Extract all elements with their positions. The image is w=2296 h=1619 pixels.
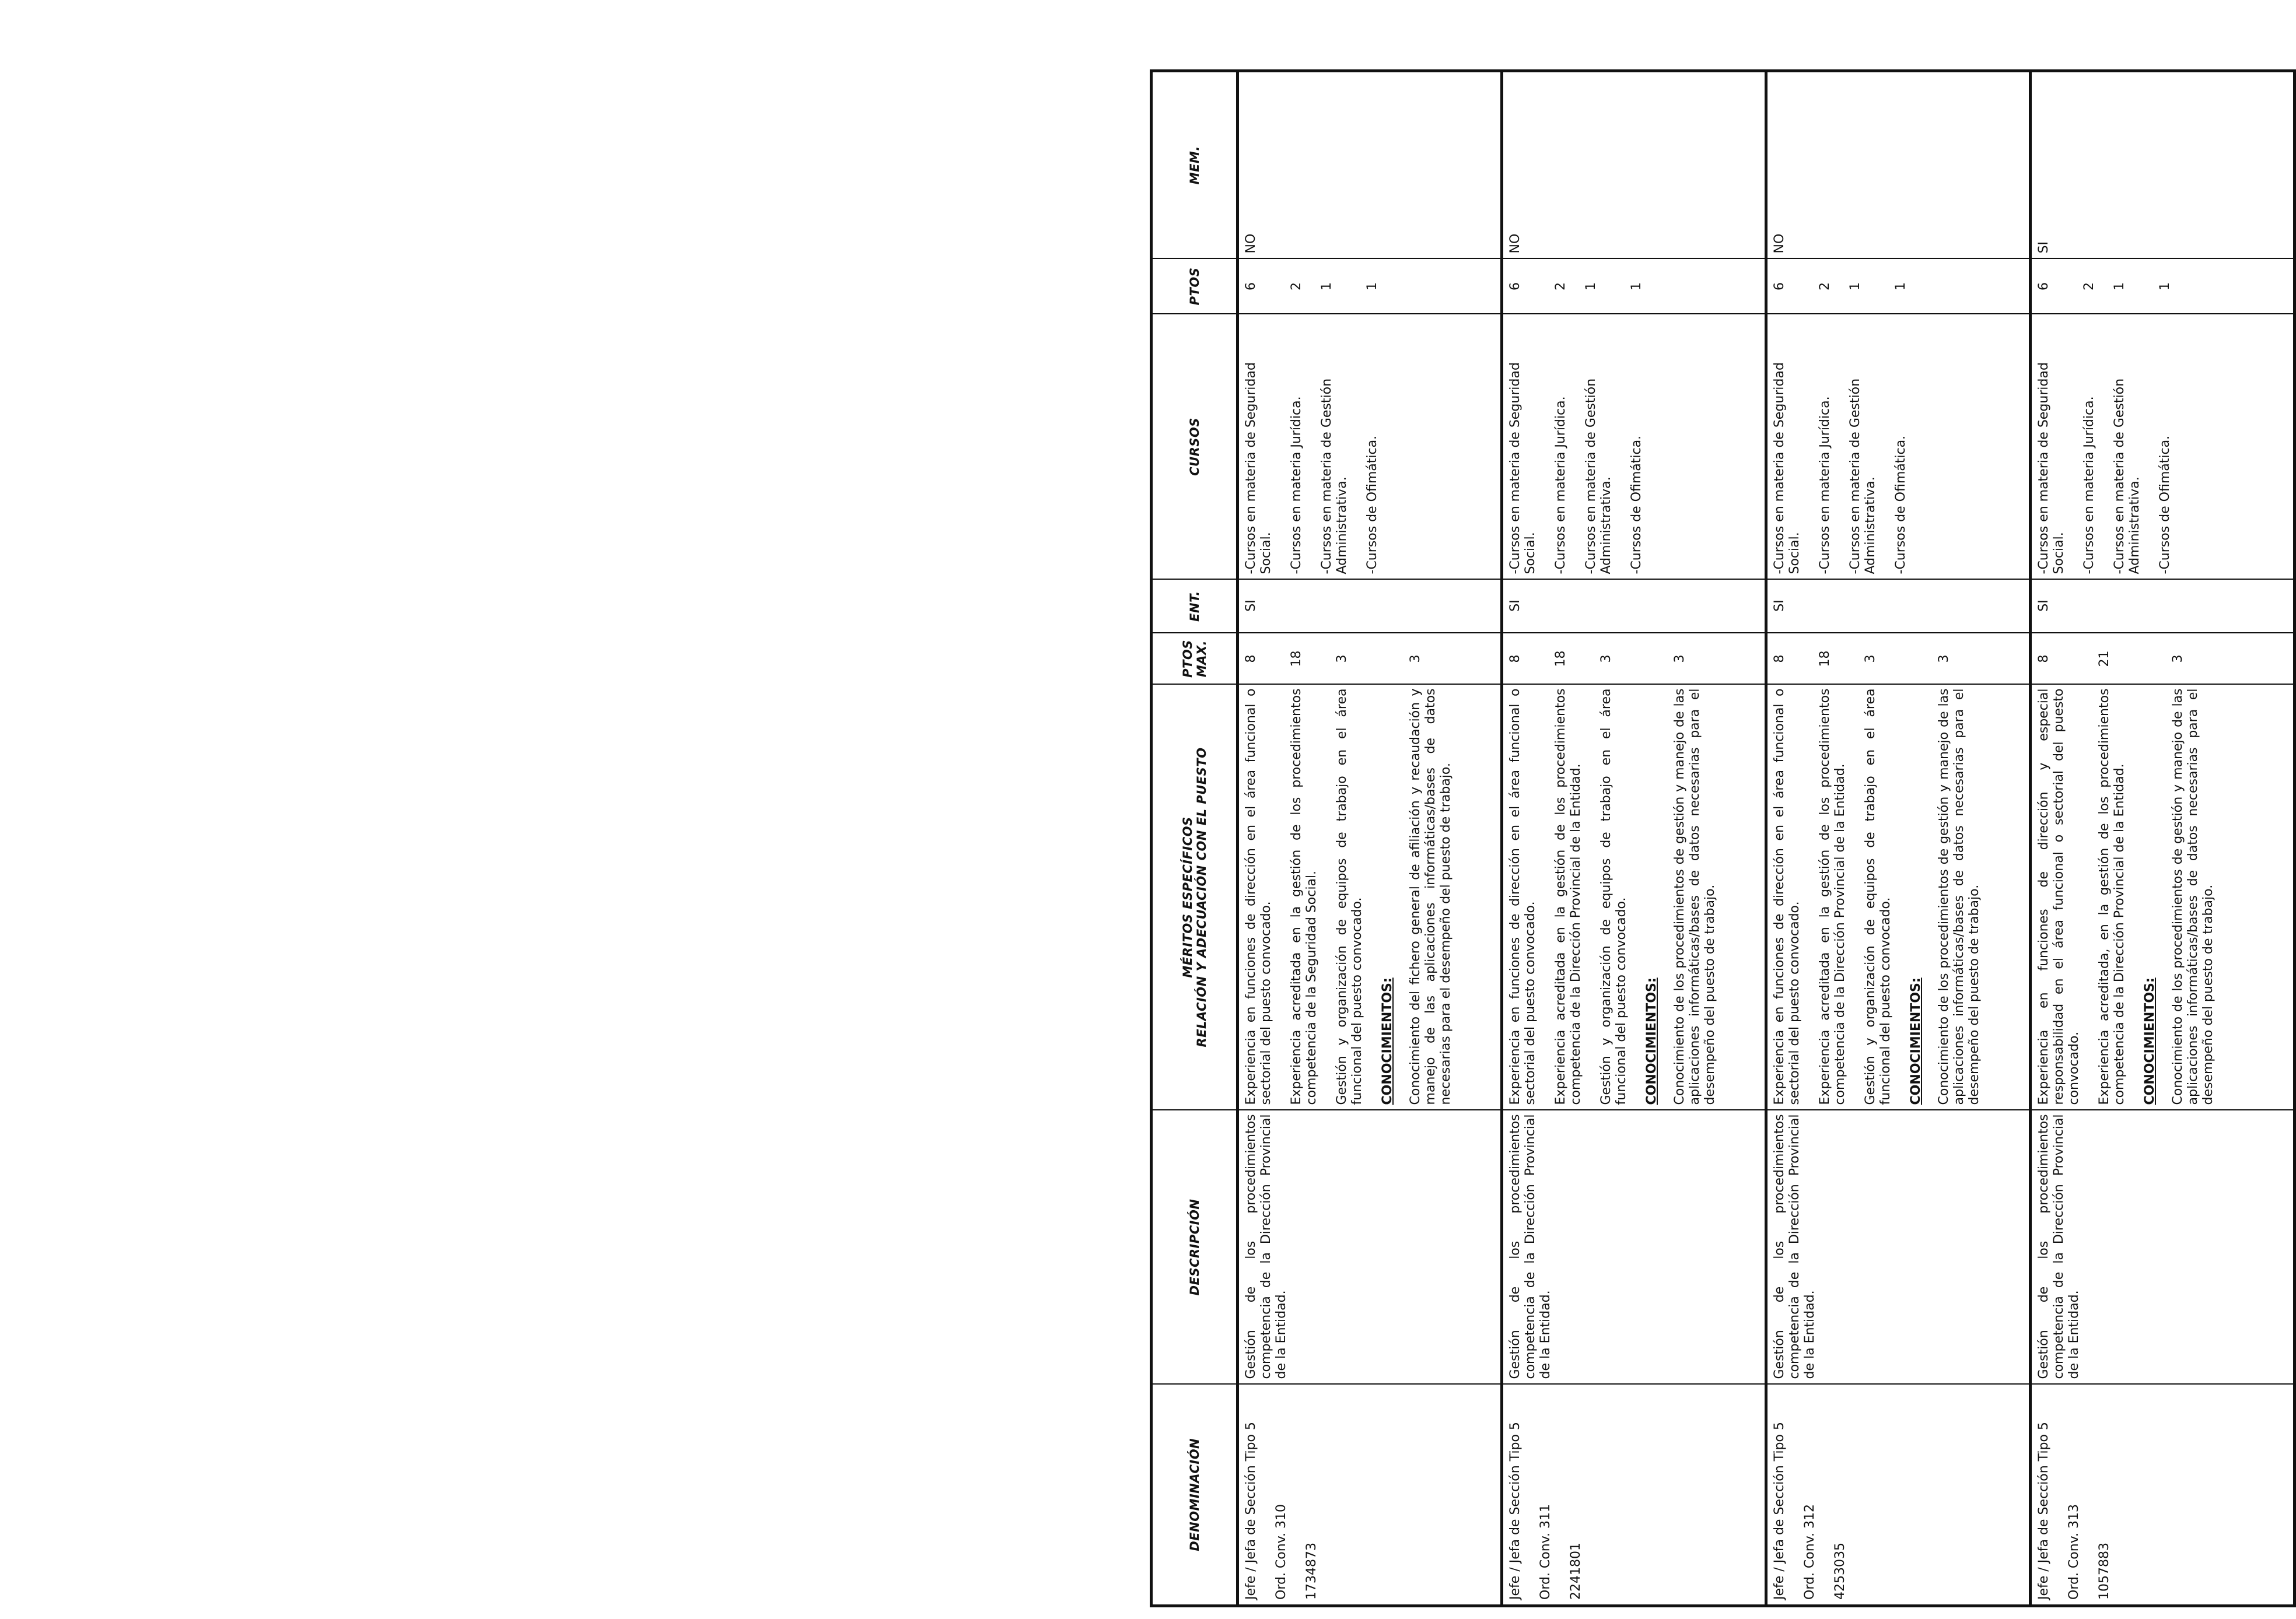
meritos-cell — [2031, 685, 2295, 1110]
ptos-max-3: 3 — [1335, 654, 1349, 663]
merito-2: Experiencia acreditada, en la gestión de los procedimientos competencia de la Dirección Provincial de la Entidad. — [2097, 688, 2127, 1105]
ptos-1: 6 — [1244, 282, 1258, 290]
merito-2: Experiencia acreditada en la gestión de los procedimientos competencia de la Dirección Provincial de la Entidad. — [1818, 688, 1847, 1105]
mem-cell: NO — [1238, 71, 1502, 259]
ptos-max-4: 3 — [1408, 654, 1423, 663]
ent-cell: SI — [1502, 580, 1766, 633]
curso-1: -Cursos en materia de Seguridad Social. — [1772, 362, 1802, 574]
ptos-max-1: 8 — [1244, 654, 1258, 663]
curso-3: -Cursos en materia de Gestión Administrativa. — [1584, 378, 1614, 574]
header-ptos-max-line2: MAX. — [1194, 640, 1209, 678]
curso-2: -Cursos en materia Jurídica. — [1818, 396, 1832, 574]
curso-2: -Cursos en materia Jurídica. — [2082, 396, 2096, 574]
header-ptos: PTOS — [1152, 259, 1238, 314]
header-denominacion: DENOMINACIÓN — [1152, 1385, 1238, 1606]
ptos-max-4: 3 — [1672, 654, 1687, 663]
curso-4: -Cursos de Ofimática. — [1629, 435, 1644, 574]
merito-3: Gestión y organización de equipos de trabajo en el área funcional del puesto convocado. — [1599, 688, 1629, 1105]
curso-2: -Cursos en materia Jurídica. — [1289, 396, 1304, 574]
ent-cell: SI — [1766, 580, 2031, 633]
ptos-1: 6 — [1508, 282, 1522, 290]
ptos-3: 1 — [1848, 282, 1863, 290]
meritos-cell — [1502, 685, 1766, 1110]
merito-1: Experiencia en funciones de dirección en el área funcional o sectorial del puesto convocado. — [1772, 688, 1802, 1105]
conocimientos-heading: CONOCIMIENTOS: — [1909, 977, 1923, 1105]
ptos-4: 1 — [1365, 282, 1380, 290]
table-row — [1766, 71, 2031, 1606]
header-meritos-line1: MÉRITOS ESPECÍFICOS — [1180, 816, 1195, 978]
curso-1: -Cursos en materia de Seguridad Social. — [2036, 362, 2066, 574]
mem-cell: SI — [2031, 71, 2295, 259]
meritos-cell — [1766, 685, 2031, 1110]
meritos-cell — [1238, 685, 1502, 1110]
denominacion-cell — [1766, 1385, 2031, 1606]
header-ent: ENT. — [1152, 580, 1238, 633]
ptos-1: 6 — [2036, 282, 2051, 290]
header-ptos-max — [1152, 633, 1238, 685]
merito-4: Conocimiento de los procedimientos de gestión y manejo de las aplicaciones informáticas/bases de datos necesarias para el desempeño del puesto de trabajo. — [1672, 688, 1717, 1105]
ptos-1: 6 — [1772, 282, 1787, 290]
ptos-3: 1 — [2112, 282, 2127, 290]
ptos-max-3: 3 — [1599, 654, 1614, 663]
merito-3: Gestión y organización de equipos de trabajo en el área funcional del puesto convocado. — [1863, 688, 1893, 1105]
header-meritos-line2: RELACIÓN Y ADECUACIÓN CON EL PUESTO — [1194, 747, 1209, 1047]
ptos-max-cell — [1502, 633, 1766, 685]
ptos-max-2: 18 — [1553, 650, 1568, 667]
convocatoria-order: Ord. Conv. 312 — [1803, 1504, 1817, 1600]
ptos-max-1: 8 — [1508, 654, 1522, 663]
ptos-max-1: 8 — [1772, 654, 1787, 663]
header-ptos-max-line1: PTOS — [1180, 640, 1195, 678]
convocatoria-order: Ord. Conv. 313 — [2067, 1504, 2081, 1600]
merito-1: Experiencia en funciones de dirección en el área funcional o sectorial del puesto convocado. — [1508, 688, 1538, 1105]
curso-4: -Cursos de Ofimática. — [1365, 435, 1380, 574]
merito-4: Conocimiento de los procedimientos de gestión y manejo de las aplicaciones informáticas/bases de datos necesarias para el desempeño del puesto de trabajo. — [1937, 688, 1982, 1105]
denominacion-title: Jefe / Jefa de Sección Tipo 5 — [1508, 1422, 1522, 1600]
conocimientos-heading: CONOCIMIENTOS: — [2143, 977, 2157, 1105]
merito-3: Gestión y organización de equipos de trabajo en el área funcional del puesto convocado. — [1335, 688, 1364, 1105]
curso-2: -Cursos en materia Jurídica. — [1553, 396, 1568, 574]
curso-4: -Cursos de Ofimática. — [2158, 435, 2172, 574]
merito-2: Experiencia acreditada en la gestión de los procedimientos competencia de la Dirección Provincial de la Entidad. — [1553, 688, 1583, 1105]
curso-1: -Cursos en materia de Seguridad Social. — [1244, 362, 1273, 574]
puesto-code: 1734873 — [1304, 1543, 1319, 1600]
merito-4: Conocimiento del fichero general de afiliación y recaudación y manejo de las aplicaciones informáticas/bases de datos necesarias para el desempeño del puesto de trabajo. — [1408, 688, 1453, 1105]
curso-4: -Cursos de Ofimática. — [1894, 435, 1908, 574]
denominacion-cell — [1238, 1385, 1502, 1606]
descripcion-cell: Gestión de los procedimientos competencia de la Dirección Provincial de la Entidad. — [1502, 1110, 1766, 1385]
header-meritos — [1152, 685, 1238, 1110]
curso-3: -Cursos en materia de Gestión Administrativa. — [1848, 378, 1878, 574]
denominacion-cell — [1502, 1385, 1766, 1606]
header-descripcion: DESCRIPCIÓN — [1152, 1110, 1238, 1385]
ptos-max-cell — [2031, 633, 2295, 685]
descripcion-cell: Gestión de los procedimientos competencia de la Dirección Provincial de la Entidad. — [2031, 1110, 2295, 1385]
ptos-2: 2 — [2082, 282, 2096, 290]
ptos-cell — [1238, 259, 1502, 314]
ptos-max-1: 8 — [2036, 654, 2051, 663]
ptos-max-3: 3 — [1863, 654, 1878, 663]
ent-cell: SI — [2031, 580, 2295, 633]
cursos-cell — [1502, 314, 1766, 580]
table-row — [2031, 71, 2295, 1606]
ptos-max-cell — [1766, 633, 2031, 685]
denominacion-title: Jefe / Jefa de Sección Tipo 5 — [2036, 1422, 2051, 1600]
table-row — [1502, 71, 1766, 1606]
table-row — [1238, 71, 1502, 1606]
ptos-2: 2 — [1289, 282, 1304, 290]
denominacion-cell — [2031, 1385, 2295, 1606]
mem-cell: NO — [1766, 71, 2031, 259]
rotated-page — [1150, 72, 2293, 1607]
denominacion-title: Jefe / Jefa de Sección Tipo 5 — [1772, 1422, 1787, 1600]
puesto-code: 1057883 — [2097, 1543, 2112, 1600]
curso-3: -Cursos en materia de Gestión Administrativa. — [2112, 378, 2142, 574]
ptos-cell — [1766, 259, 2031, 314]
ptos-cell — [1502, 259, 1766, 314]
ptos-2: 2 — [1818, 282, 1832, 290]
mem-cell: NO — [1502, 71, 1766, 259]
descripcion-cell: Gestión de los procedimientos competencia de la Dirección Provincial de la Entidad. — [1766, 1110, 2031, 1385]
ent-cell: SI — [1238, 580, 1502, 633]
ptos-3: 1 — [1320, 282, 1334, 290]
ptos-4: 1 — [1894, 282, 1908, 290]
merito-2: Experiencia acreditada en la gestión de los procedimientos competencia de la Seguridad Social. — [1289, 688, 1319, 1105]
cursos-cell — [1238, 314, 1502, 580]
header-row — [1152, 71, 1238, 1606]
curso-1: -Cursos en materia de Seguridad Social. — [1508, 362, 1538, 574]
ptos-max-4: 3 — [2171, 654, 2185, 663]
meritos-table — [1150, 69, 2296, 1607]
convocatoria-order: Ord. Conv. 311 — [1538, 1504, 1553, 1600]
cursos-cell — [1766, 314, 2031, 580]
merito-1: Experiencia en funciones de dirección en el área funcional o sectorial del puesto convocado. — [1244, 688, 1273, 1105]
ptos-4: 1 — [1629, 282, 1644, 290]
curso-3: -Cursos en materia de Gestión Administrativa. — [1320, 378, 1349, 574]
ptos-max-2: 18 — [1818, 650, 1832, 667]
conocimientos-heading: CONOCIMIENTOS: — [1644, 977, 1659, 1105]
ptos-max-2: 21 — [2097, 650, 2112, 667]
ptos-3: 1 — [1584, 282, 1598, 290]
conocimientos-heading: CONOCIMIENTOS: — [1380, 977, 1395, 1105]
descripcion-cell: Gestión de los procedimientos competencia de la Dirección Provincial de la Entidad. — [1238, 1110, 1502, 1385]
header-cursos: CURSOS — [1152, 314, 1238, 580]
puesto-code: 2241801 — [1569, 1543, 1583, 1600]
merito-1: Experiencia en funciones de dirección y especial responsabilidad en el área funcional o sectorial del puesto convocado. — [2036, 688, 2081, 1105]
ptos-cell — [2031, 259, 2295, 314]
header-mem: MEM. — [1152, 71, 1238, 259]
ptos-max-2: 18 — [1289, 650, 1304, 667]
ptos-max-cell — [1238, 633, 1502, 685]
denominacion-title: Jefe / Jefa de Sección Tipo 5 — [1244, 1422, 1258, 1600]
ptos-2: 2 — [1553, 282, 1568, 290]
merito-4: Conocimiento de los procedimientos de gestión y manejo de las aplicaciones informáticas/bases de datos necesarias para el desempeño del puesto de trabajo. — [2171, 688, 2216, 1105]
convocatoria-order: Ord. Conv. 310 — [1274, 1504, 1289, 1600]
cursos-cell — [2031, 314, 2295, 580]
ptos-4: 1 — [2158, 282, 2172, 290]
ptos-max-4: 3 — [1937, 654, 1951, 663]
puesto-code: 4253035 — [1833, 1543, 1847, 1600]
